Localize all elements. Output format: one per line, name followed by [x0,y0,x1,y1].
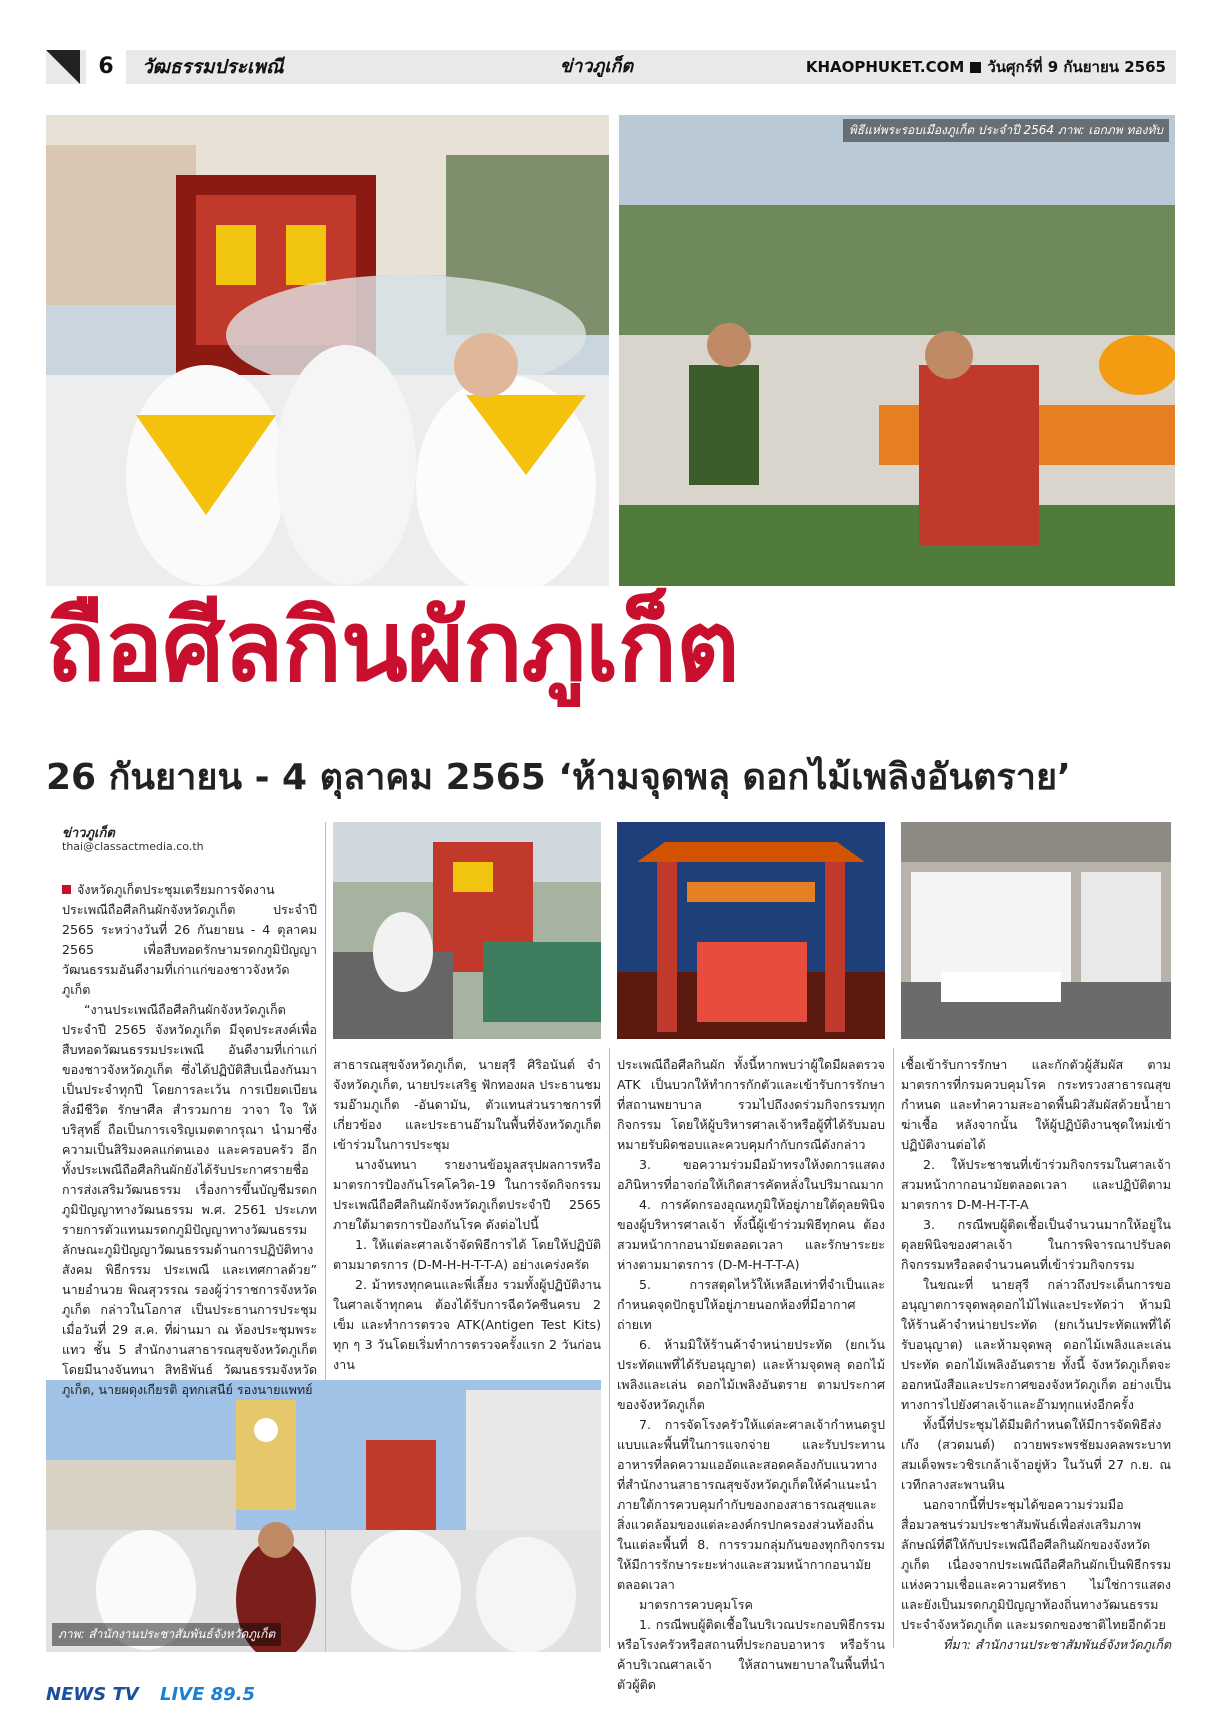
column-rule [609,1048,610,1648]
photo-shrine-gate [617,822,885,1039]
paragraph: 3. กรณีพบผู้ติดเชื้อเป็นจำนวนมากให้อยู่ในดุลยพินิจของศาลเจ้า ในการพิจารณาปรับลดกิจกรรมหรือลดจำนวนคนที่เข้าร่วมกิจกรรม [901,1217,1171,1272]
byline-email: thai@classactmedia.co.th [62,840,204,853]
source-credit: ที่มา: สำนักงานประชาสัมพันธ์จังหวัดภูเก็ต [943,1637,1171,1652]
corner-mark-icon [46,50,80,84]
paragraph: “งานประเพณีถือศีลกินผักจังหวัดภูเก็ต ประจำปี 2565 จังหวัดภูเก็ต มีจุดประสงค์เพื่อสืบทอดวัฒนธรรมประเพณี อันดีงามที่เก่าแก่ของชาวจังหวัดภูเก็ต ซึ่งได้ปฏิบัติสืบเนื่องกันมาเป็นประจำทุกปี โดยการละเว้น การเบียดเบียนสิ่งมีชีวิต รักษาศีล สำรวมกาย วาจา ใจ ให้บริสุทธิ์ ถือเป็นการเจริญเมตตากรุณา นำมาซึ่งความเป็นสิริมงคลแก่ตนเอง และครอบครัว อีกทั้งประเพณีถือศีลกินผักยังได้รับประกาศรายชื่อการส่งเสริมวัฒนธรรม เรื่องการขึ้นบัญชีมรดกภูมิปัญญาทางวัฒนธรรม พ.ศ. 2561 ประเภท รายการตัวแทนมรดกภูมิปัญญาทางวัฒนธรรม ลักษณะภูมิปัญญาวัฒนธรรมด้านการปฏิบัติทางสังคม พิธีกรรม ประเพณี และเทศกาลด้วย” นายอำนวย พิณสุวรรณ รองผู้ว่าราชการจังหวัดภูเก็ต กล่าวในโอกาส เป็นประธานการประชุม เมื่อวันที่ 29 ส.ค. ที่ผ่านมา ณ ห้องประชุมพระแทว ชั้น 5 สำนักงานสาธารณสุขจังหวัดภูเก็ต โดยมีนางจันทนา สิทธิพันธ์ วัฒนธรรมจังหวัดภูเก็ต, นายผดุงเกียรติ อุทกเสนีย์ รองนายแพทย์ [62,1002,317,1397]
article-column-4 [901,1055,1171,1655]
paragraph: จังหวัดภูเก็ตประชุมเตรียมการจัดงานประเพณีถือศีลกินผักจังหวัดภูเก็ต ประจำปี 2565 ระหว่างวันที่ 26 กันยายน - 4 ตุลาคม 2565 เพื่อสืบทอดรักษามรดกภูมิปัญญาวัฒนธรรมอันดีงามที่เก่าแก่ของชาวจังหวัดภูเก็ต [62,882,317,997]
paragraph: 2. ให้ประชาชนที่เข้าร่วมกิจกรรมในศาลเจ้าสวมหน้ากากอนามัยตลอดเวลา และปฏิบัติตามมาตรการ D-M-H-T-T-A [901,1157,1171,1212]
column-rule [893,1048,894,1648]
article-column-1 [62,880,317,1400]
paragraph: ในขณะที่ นายสุรี กล่าวถึงประเด็นการขออนุญาตการจุดพลุดอกไม้ไฟและประทัดว่า ห้ามมิให้ร้านค้าจำหน่ายประทัด (ยกเว้นประทัดแพที่ได้รับอนุญาต) และห้ามจุดพลุ ดอกไม้เพลิงและเล่นประทัด ดอกไม้เพลิงอันตราย ทั้งนี้ จังหวัดภูเก็ตจะออกหนังสือและประกาศของจังหวัดภูเก็ต อย่างเป็นทางการไปยังศาลเจ้าและอ๊ามทุกแห่งอีกครั้ง [901,1277,1171,1412]
paragraph: ทั้งนี้ที่ประชุมได้มีมติกำหนดให้มีการจัดพิธีส่งเก๊ง (สวดมนต์) ถวายพระพรชัยมงคลพระบาทสมเด็จพระวชิรเกล้าเจ้าอยู่หัว ในวันที่ 27 ก.ย. ณ เวทีกลางสะพานหิน [901,1417,1171,1492]
paragraph: นางจันทนา รายงานข้อมูลสรุปผลการหรือมาตรการป้องกันโรคโควิด-19 ในการจัดกิจกรรมประเพณีถือศีลกินผักจังหวัดภูเก็ตประจำปี 2565 ภายใต้มาตรการป้องกันโรค ดังต่อไปนี้ [333,1157,601,1232]
footer-logo-live: LIVE 89.5 [160,1684,256,1705]
paragraph: 6. ห้ามมิให้ร้านค้าจำหน่ายประทัด (ยกเว้นประทัดแพที่ได้รับอนุญาต) และห้ามจุดพลุ ดอกไม้เพลิงและเล่น ดอกไม้เพลิงอันตราย ตามประกาศของจังหวัดภูเก็ต [617,1337,885,1412]
paragraph: 3. ขอความร่วมมือม้าทรงให้งดการแสดงอภินิหารที่อาจก่อให้เกิดสารคัดหลั่งในปริมาณมาก [617,1157,885,1192]
square-icon [970,62,981,73]
headline: ถือศีลกินผักภูเก็ต [46,590,739,704]
footer-logo-news-tv: NEWS TV [46,1684,139,1705]
column-rule [325,822,326,1652]
byline-author: ข่าวภูเก็ต [62,826,115,841]
bullet-icon [62,885,71,894]
paragraph: 1. ให้แต่ละศาลเจ้าจัดพิธีการได้ โดยให้ปฏิบัติตามมาตรการ (D-M-H-H-T-T-A) อย่างเคร่งครัด [333,1237,601,1272]
photo-ritual [619,115,1175,586]
issue-date: วันศุกร์ที่ 9 กันยายน 2565 [987,58,1166,76]
photo-caption: พิธีแห่พระรอบเมืองภูเก็ต ประจำปี 2564 ภาพ: เอกภพ ทองทับ [843,119,1169,142]
article-column-2 [333,1055,601,1375]
paragraph: 7. การจัดโรงครัวให้แต่ละศาลเจ้ากำหนดรูปแบบและพื้นที่ในการแจกจ่าย และรับประทานอาหารที่ลดความแออัดและสอดคล้องกับแนวทางที่สำนักงานสาธารณสุขจังหวัดภูเก็ตให้คำแนะนำภายใต้การควบคุมกำกับของกองสาธารณสุขและสิ่งแวดล้อมของแต่ละองค์กรปกครองส่วนท้องถิ่นในแต่ละพื้นที่ 8. การรวมกลุ่มกันของทุกกิจกรรม ให้มีการรักษาระยะห่างและสวมหน้ากากอนามัยตลอดเวลา [617,1417,885,1592]
paragraph: 2. ม้าทรงทุกคนและพี่เลี้ยง รวมทั้งผู้ปฏิบัติงานในศาลเจ้าทุกคน ต้องได้รับการฉีดวัคซีนครบ 2 เข็ม และทำการตรวจ ATK(Antigen Test Kits) ทุก ๆ 3 วันโดยเริ่มทำการตรวจครั้งแรก 2 วันก่อนงาน [333,1277,601,1372]
photo-caption: ภาพ: สำนักงานประชาสัมพันธ์จังหวัดภูเก็ต [52,1623,281,1646]
paragraph: มาตรการควบคุมโรค [639,1597,753,1612]
paragraph: 5. การสตุดไหว้ให้เหลือเท่าที่จำเป็นและกำหนดจุดปักธูปให้อยู่ภายนอกห้องที่มีอากาศถ่ายเท [617,1277,885,1332]
paragraph: 4. การคัดกรองอุณหภูมิให้อยู่ภายใต้ดุลยพินิจของผู้บริหารศาลเจ้า ทั้งนี้ผู้เข้าร่วมพิธีทุกคน ต้องสวมหน้ากากอนามัยตลอดเวลา และรักษาระยะห่างตามมาตรการ (D-M-H-T-T-A) [617,1197,885,1272]
photo-street-parade [333,822,601,1039]
paragraph: เชื้อเข้ารับการรักษา และกักตัวผู้สัมผัส ตามมาตรการที่กรมควบคุมโรค กระทรวงสาธารณสุขกำหนด และทำความสะอาดพื้นผิวสัมผัสด้วยน้ำยาฆ่าเชื้อ หลังจากนั้น ให้ผู้ปฏิบัติงานชุดใหม่เข้าปฏิบัติงานต่อได้ [901,1057,1171,1152]
section-title: วัฒธรรมประเพณี [142,56,284,78]
photo-procession [46,115,609,586]
article-column-3 [617,1055,885,1695]
paragraph: 1. กรณีพบผู้ติดเชื้อในบริเวณประกอบพิธีกรรม หรือโรงครัวหรือสถานที่ประกอบอาหาร หรือร้านค้าบริเวณศาลเจ้า ให้สถานพยาบาลในพื้นที่นำตัวผู้ติด [617,1617,885,1692]
photo-clock-tower-parade [46,1380,601,1652]
paragraph: สาธารณสุขจังหวัดภูเก็ต, นายสุรี ศิริอนันต์ จำจังหวัดภูเก็ต, นายประเสริฐ ฟักทองผล ประธานชมรมอ๊ามภูเก็ต -อันดามัน, ตัวแทนส่วนราชการที่เกี่ยวข้อง และประธานอ๊ามในพื้นที่จังหวัดภูเก็ต เข้าร่วมในการประชุม [333,1057,601,1152]
page-number: 6 [86,50,126,84]
header-date-line [806,50,1166,84]
newspaper-logo: ข่าวภูเก็ต [560,56,634,77]
paragraph: ประเพณีถือศีลกินผัก ทั้งนี้หากพบว่าผู้ใดมีผลตรวจ ATK เป็นบวกให้ทำการกักตัวและเข้ารับการรักษาที่สถานพยาบาล รวมไปถึงงดร่วมกิจกรรมทุกกิจกรรม โดยให้ผู้บริหารศาลเจ้าหรือผู้ที่ได้รับมอบหมายรับผิดชอบและควบคุมกำกับกรณีดังกล่าว [617,1057,885,1152]
photo-white-clothes-shop [901,822,1171,1039]
subheadline: 26 กันยายน - 4 ตุลาคม 2565 ‘ห้ามจุดพลุ ดอกไม้เพลิงอันตราย’ [46,757,1071,798]
paragraph: นอกจากนี้ที่ประชุมได้ขอความร่วมมือสื่อมวลชนร่วมประชาสัมพันธ์เพื่อส่งเสริมภาพลักษณ์ที่ดีให้กับประเพณีถือศีลกินผักของจังหวัดภูเก็ต เนื่องจากประเพณีถือศีลกินผักเป็นพิธีกรรมแห่งความเชื่อและความศรัทธา ไม่ใช่การแสดง และยังเป็นมรดกภูมิปัญญาท้องถิ่นทางวัฒนธรรมประจำจังหวัดภูเก็ต และมรดกของชาติไทยอีกด้วย [901,1497,1171,1632]
website: KHAOPHUKET.COM [805,58,965,76]
